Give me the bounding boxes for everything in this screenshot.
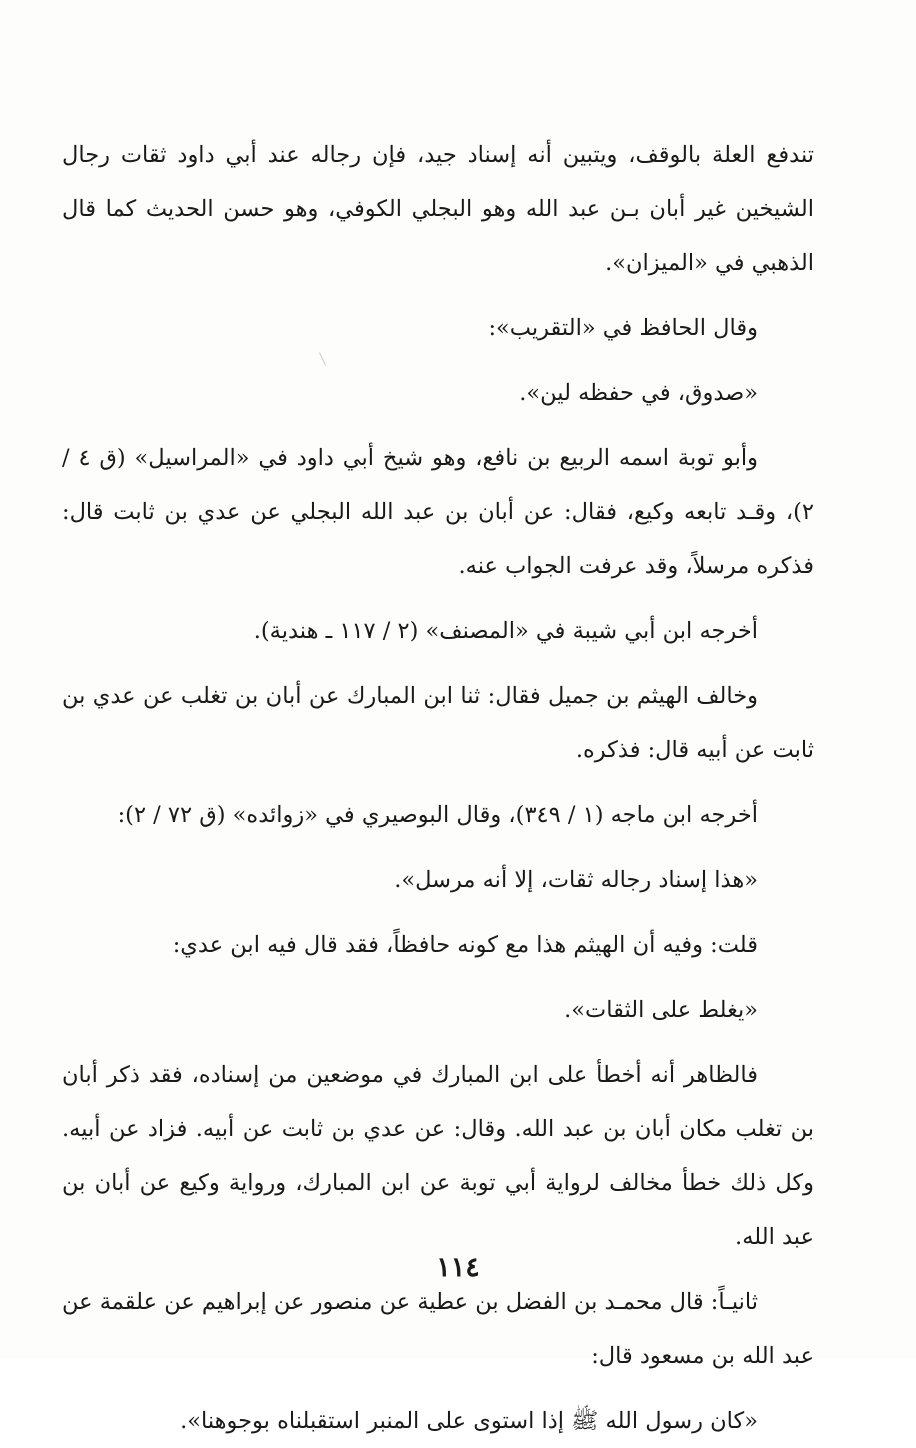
paragraph-3: «صدوق، في حفظه لين».	[519, 380, 758, 406]
paragraph-4: وأبو توبة اسمه الربيع بن نافع، وهو شيخ أبي داود في «المراسيل» (ق ٤ / ٢)، وقـد تابعه وكيع، فقال: عن أبان بن عبد الله البجلي عن عدي بن ثابت قال: فذكره مرسلاً، وقد عرفت الجواب عنه.	[62, 445, 814, 579]
paragraph-1: تندفع العلة بالوقف، ويتبين أنه إسناد جيد، فإن رجاله عند أبي داود ثقات رجال الشيخين غير أبان بـن عبد الله وهو البجلي الكوفي، وهو حسن الحديث كما قال الذهبي في «الميزان».	[62, 142, 814, 276]
body-text	[62, 128, 814, 1448]
paragraph-10: «يغلط على الثقات».	[564, 997, 758, 1023]
paragraph-8: «هذا إسناد رجاله ثقات، إلا أنه مرسل».	[394, 867, 758, 893]
paragraph-12: ثانيـاً: قال محمـد بن الفضل بن عطية عن منصور عن إبراهيم عن علقمة عن عبد الله بن مسعود قال:	[62, 1289, 814, 1369]
paragraph-5: أخرجه ابن أبي شيبة في «المصنف» (٢ / ١١٧ ـ هندية).	[253, 618, 758, 644]
paragraph-2: وقال الحافظ في «التقريب»:	[488, 315, 758, 341]
paragraph-9: قلت: وفيه أن الهيثم هذا مع كونه حافظاً، فقد قال فيه ابن عدي:	[172, 932, 758, 958]
paragraph-6: وخالف الهيثم بن جميل فقال: ثنا ابن المبارك عن أبان بن تغلب عن عدي بن ثابت عن أبيه قال: فذكره.	[62, 683, 814, 763]
paragraph-11: فالظاهر أنه أخطأ على ابن المبارك في موضعين من إسناده، فقد ذكر أبان بن تغلب مكان أبان بن عبد الله. وقال: عن عدي بن ثابت عن أبيه. فزاد عن أبيه. وكل ذلك خطأ مخالف لرواية أبي توبة عن ابن المبارك، ورواية وكيع عن أبان بن عبد الله.	[62, 1062, 814, 1250]
paragraph-7: أخرجه ابن ماجه (١ / ٣٤٩)، وقال البوصيري في «زوائده» (ق ٧٢ / ٢):	[117, 802, 758, 828]
paragraph-13: «كان رسول الله ﷺ إذا استوى على المنبر استقبلناه بوجوهنا».	[180, 1408, 758, 1434]
page-number: ١١٤	[436, 1252, 480, 1283]
